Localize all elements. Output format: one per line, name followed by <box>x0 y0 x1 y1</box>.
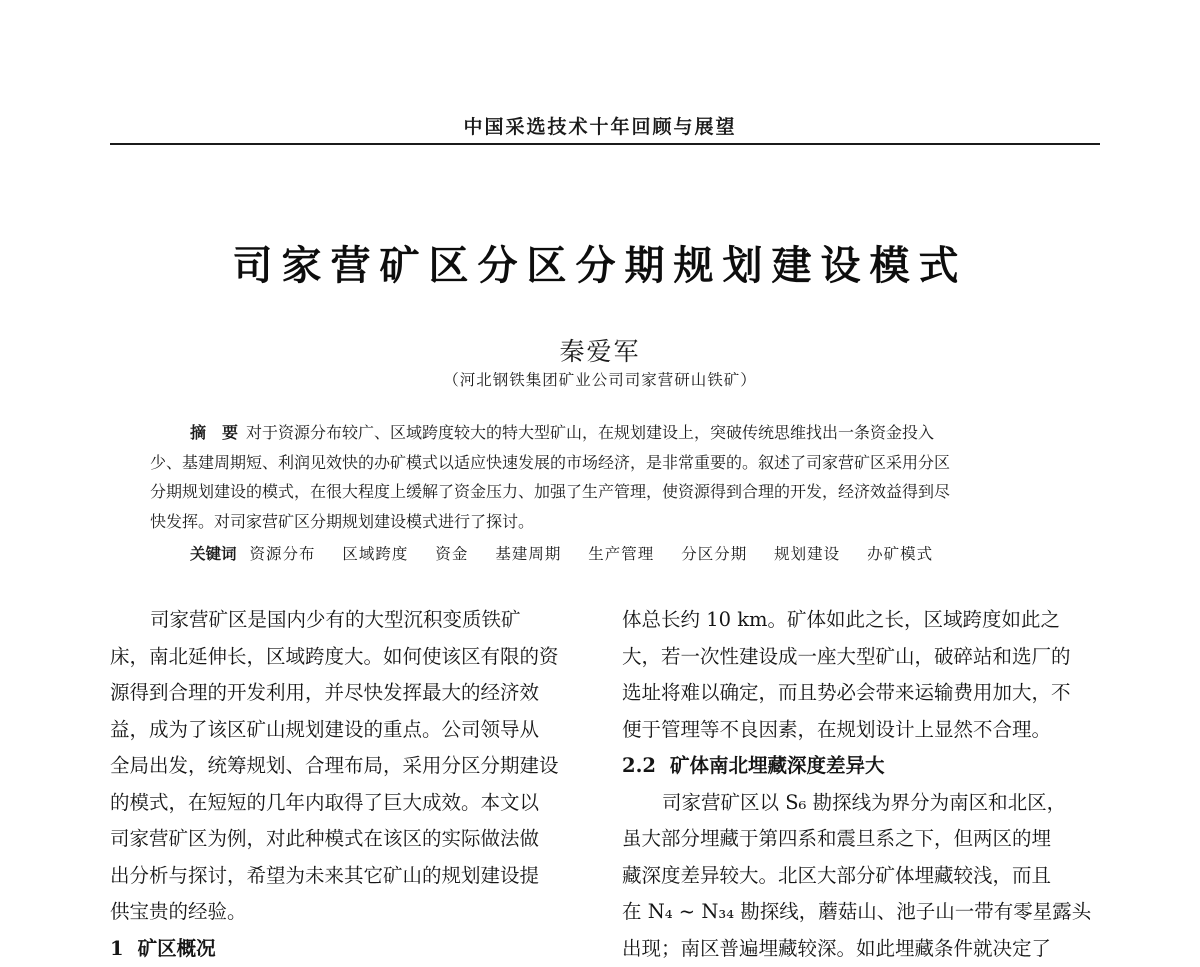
header-divider <box>110 143 1100 145</box>
keyword: 区域跨度 <box>342 545 408 563</box>
body-line: 便于管理等不良因素，在规划设计上显然不合理。 <box>622 712 1102 749</box>
body-line: 司家营矿区以 S₆ 勘探线为界分为南区和北区， <box>622 785 1102 822</box>
keyword: 规划建设 <box>774 545 840 563</box>
author-affiliation: （河北钢铁集团矿业公司司家营研山铁矿） <box>0 368 1200 390</box>
running-header: 中国采选技术十年回顾与展望 <box>0 112 1200 139</box>
body-line: 大，若一次性建设成一座大型矿山，破碎站和选厂的 <box>622 639 1102 676</box>
body-line: 源得到合理的开发利用，并尽快发挥最大的经济效 <box>110 675 590 712</box>
right-column <box>622 602 1102 967</box>
keyword: 资金 <box>435 545 468 563</box>
abstract <box>150 418 1065 536</box>
abstract-line <box>150 418 1065 448</box>
left-column <box>110 602 590 967</box>
body-line: 出分析与探讨，希望为未来其它矿山的规划建设提 <box>110 858 590 895</box>
section-heading <box>110 931 590 967</box>
body-line: 供宝贵的经验。 <box>110 894 590 931</box>
body-line: 益，成为了该区矿山规划建设的重点。公司领导从 <box>110 712 590 749</box>
body-line: 在 N₄ ~ N₃₄ 勘探线，蘑菇山、池子山一带有零星露头 <box>622 894 1102 931</box>
subsection-heading <box>622 748 1102 785</box>
author-name: 秦爱军 <box>0 332 1200 368</box>
abstract-line: 少、基建周期短、利润见效快的办矿模式以适应快速发展的市场经济，是非常重要的。叙述了司家营矿区采用分区 <box>150 448 1065 478</box>
body-line: 司家营矿区是国内少有的大型沉积变质铁矿 <box>110 602 590 639</box>
abstract-text: 对于资源分布较广、区域跨度较大的特大型矿山，在规划建设上，突破传统思维找出一条资金投入 <box>246 423 934 442</box>
body-line: 全局出发，统筹规划、合理布局，采用分区分期建设 <box>110 748 590 785</box>
body-line: 床，南北延伸长，区域跨度大。如何使该区有限的资 <box>110 639 590 676</box>
keyword: 办矿模式 <box>867 545 933 563</box>
keyword: 基建周期 <box>495 545 561 563</box>
abstract-label: 摘 要 <box>190 423 238 442</box>
abstract-line: 分期规划建设的模式，在很大程度上缓解了资金压力、加强了生产管理，使资源得到合理的开发，经济效益得到尽 <box>150 477 1065 507</box>
section-number: 1 <box>110 937 124 960</box>
subsection-title: 矿体南北埋藏深度差异大 <box>670 754 885 777</box>
body-line: 司家营矿区为例，对此种模式在该区的实际做法做 <box>110 821 590 858</box>
keywords <box>190 542 955 564</box>
keyword: 资源分布 <box>249 545 315 563</box>
paper-title: 司家营矿区分区分期规划建设模式 <box>0 234 1200 291</box>
body-line: 体总长约 10 km。矿体如此之长，区域跨度如此之 <box>622 602 1102 639</box>
keyword: 生产管理 <box>588 545 654 563</box>
section-title: 矿区概况 <box>138 937 216 960</box>
abstract-line: 快发挥。对司家营矿区分期规划建设模式进行了探讨。 <box>150 507 1065 537</box>
subsection-number: 2.2 <box>622 754 656 777</box>
body-line: 藏深度差异较大。北区大部分矿体埋藏较浅，而且 <box>622 858 1102 895</box>
keywords-label: 关键词 <box>190 544 237 563</box>
body-line: 的模式，在短短的几年内取得了巨大成效。本文以 <box>110 785 590 822</box>
body-line: 选址将难以确定，而且势必会带来运输费用加大，不 <box>622 675 1102 712</box>
keyword: 分区分期 <box>681 545 747 563</box>
body-line: 出现；南区普遍埋藏较深。如此埋藏条件就决定了 <box>622 931 1102 967</box>
body-line: 虽大部分埋藏于第四系和震旦系之下，但两区的埋 <box>622 821 1102 858</box>
